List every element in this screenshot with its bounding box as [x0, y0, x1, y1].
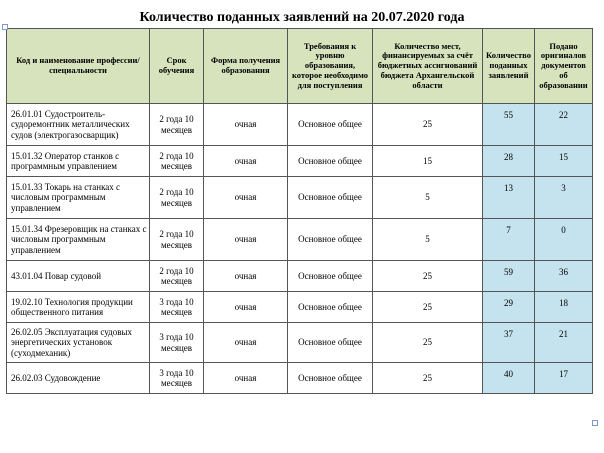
cell-term: 3 года 10 месяцев — [150, 363, 204, 394]
cell-originals[interactable]: 21 — [535, 323, 593, 363]
header-originals: Подано оригиналов документов об образовании — [535, 29, 593, 104]
cell-places: 25 — [373, 261, 483, 292]
cell-originals[interactable]: 3 — [535, 177, 593, 219]
table-move-handle[interactable] — [2, 24, 8, 30]
cell-places: 25 — [373, 363, 483, 394]
cell-requirements: Основное общее — [288, 261, 373, 292]
cell-originals[interactable]: 0 — [535, 219, 593, 261]
cell-form: очная — [204, 177, 288, 219]
cell-code: 26.02.03 Судовождение — [7, 363, 150, 394]
header-places: Количество мест, финансируемых за счёт бюджетных ассигнований бюджета Архангельской области — [373, 29, 483, 104]
cell-requirements: Основное общее — [288, 146, 373, 177]
cell-places: 5 — [373, 219, 483, 261]
cell-requirements: Основное общее — [288, 104, 373, 146]
cell-requirements: Основное общее — [288, 323, 373, 363]
header-requirements: Требования к уровню образования, которое необходимо для поступления — [288, 29, 373, 104]
cell-originals[interactable]: 36 — [535, 261, 593, 292]
document-title: Количество поданных заявлений на 20.07.2020 года — [139, 10, 465, 25]
header-term: Срок обучения — [150, 29, 204, 104]
cell-code: 15.01.33 Токарь на станках с числовым программным управлением — [7, 177, 150, 219]
cell-code: 43.01.04 Повар судовой — [7, 261, 150, 292]
cell-places: 25 — [373, 104, 483, 146]
cell-applications[interactable]: 59 — [483, 261, 535, 292]
cell-requirements: Основное общее — [288, 363, 373, 394]
cell-applications[interactable]: 7 — [483, 219, 535, 261]
cell-applications[interactable]: 37 — [483, 323, 535, 363]
cell-term: 2 года 10 месяцев — [150, 146, 204, 177]
cell-originals[interactable]: 15 — [535, 146, 593, 177]
cell-requirements: Основное общее — [288, 219, 373, 261]
cell-requirements: Основное общее — [288, 292, 373, 323]
applications-table — [6, 28, 593, 394]
cell-applications[interactable]: 28 — [483, 146, 535, 177]
cell-code: 19.02.10 Технология продукции общественного питания — [7, 292, 150, 323]
table-resize-handle[interactable] — [592, 420, 598, 426]
table-row — [7, 323, 593, 363]
cell-code: 15.01.32 Оператор станков с программным управлением — [7, 146, 150, 177]
header-applications: Количество поданных заявлений — [483, 29, 535, 104]
cell-form: очная — [204, 104, 288, 146]
cell-originals[interactable]: 17 — [535, 363, 593, 394]
cell-form: очная — [204, 261, 288, 292]
cell-term: 3 года 10 месяцев — [150, 323, 204, 363]
cell-form: очная — [204, 146, 288, 177]
cell-applications[interactable]: 55 — [483, 104, 535, 146]
table-row — [7, 292, 593, 323]
table-row — [7, 177, 593, 219]
header-code: Код и наименование профессии/ специальности — [7, 29, 150, 104]
cell-places: 25 — [373, 292, 483, 323]
cell-places: 15 — [373, 146, 483, 177]
cell-form: очная — [204, 219, 288, 261]
cell-code: 26.02.05 Эксплуатация судовых энергетических установок (суходмеханик) — [7, 323, 150, 363]
cell-code: 26.01.01 Судостроитель-судоремонтник металлических судов (электрогазосварщик) — [7, 104, 150, 146]
table-row — [7, 219, 593, 261]
cell-applications[interactable]: 29 — [483, 292, 535, 323]
header-row — [7, 29, 593, 104]
cell-applications[interactable]: 13 — [483, 177, 535, 219]
cell-requirements: Основное общее — [288, 177, 373, 219]
table-row — [7, 104, 593, 146]
cell-originals[interactable]: 18 — [535, 292, 593, 323]
header-form: Форма получения образования — [204, 29, 288, 104]
table-row — [7, 261, 593, 292]
cell-applications[interactable]: 40 — [483, 363, 535, 394]
cell-term: 3 года 10 месяцев — [150, 292, 204, 323]
cell-term: 2 года 10 месяцев — [150, 104, 204, 146]
cell-term: 2 года 10 месяцев — [150, 219, 204, 261]
cell-term: 2 года 10 месяцев — [150, 177, 204, 219]
cell-form: очная — [204, 363, 288, 394]
cell-places: 25 — [373, 323, 483, 363]
table-row — [7, 363, 593, 394]
cell-originals[interactable]: 22 — [535, 104, 593, 146]
cell-code: 15.01.34 Фрезеровщик на станках с числовым программным управлением — [7, 219, 150, 261]
cell-places: 5 — [373, 177, 483, 219]
table-row — [7, 146, 593, 177]
cell-form: очная — [204, 323, 288, 363]
cell-form: очная — [204, 292, 288, 323]
cell-term: 2 года 10 месяцев — [150, 261, 204, 292]
